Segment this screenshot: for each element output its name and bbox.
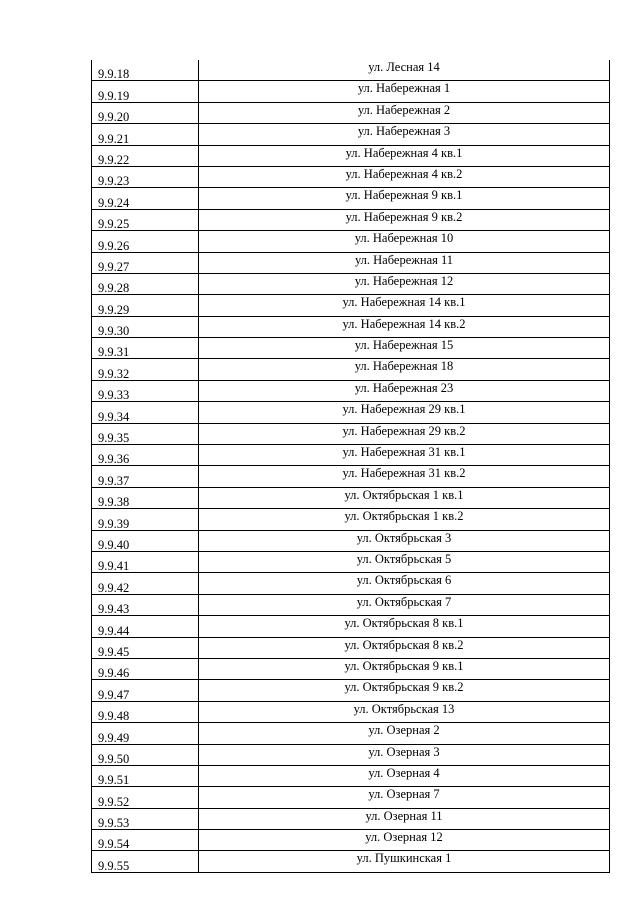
address-cell: ул. Октябрьская 8 кв.2 xyxy=(199,637,610,658)
address-cell: ул. Набережная 9 кв.1 xyxy=(199,188,610,209)
row-number-cell: 9.9.49 xyxy=(92,723,199,744)
row-number-cell: 9.9.27 xyxy=(92,252,199,273)
row-number-cell: 9.9.44 xyxy=(92,616,199,637)
address-cell: ул. Октябрьская 9 кв.2 xyxy=(199,680,610,701)
table-row xyxy=(92,81,610,102)
table-row xyxy=(92,466,610,487)
table-row xyxy=(92,338,610,359)
table-row xyxy=(92,808,610,829)
table-row xyxy=(92,851,610,872)
table-row xyxy=(92,787,610,808)
address-cell: ул. Набережная 31 кв.1 xyxy=(199,445,610,466)
address-cell: ул. Октябрьская 1 кв.2 xyxy=(199,509,610,530)
table-row xyxy=(92,252,610,273)
row-number-cell: 9.9.20 xyxy=(92,102,199,123)
address-cell: ул. Набережная 10 xyxy=(199,231,610,252)
address-cell: ул. Пушкинская 1 xyxy=(199,851,610,872)
row-number-cell: 9.9.46 xyxy=(92,658,199,679)
row-number-cell: 9.9.50 xyxy=(92,744,199,765)
table-row xyxy=(92,701,610,722)
table-row xyxy=(92,551,610,572)
row-number-cell: 9.9.36 xyxy=(92,445,199,466)
row-number-cell: 9.9.28 xyxy=(92,273,199,294)
address-cell: ул. Набережная 29 кв.1 xyxy=(199,402,610,423)
address-cell: ул. Набережная 14 кв.2 xyxy=(199,316,610,337)
row-number-cell: 9.9.21 xyxy=(92,124,199,145)
table-row xyxy=(92,209,610,230)
row-number-cell: 9.9.39 xyxy=(92,509,199,530)
table-row xyxy=(92,509,610,530)
table-row xyxy=(92,680,610,701)
row-number-cell: 9.9.48 xyxy=(92,701,199,722)
address-cell: ул. Набережная 9 кв.2 xyxy=(199,209,610,230)
address-cell: ул. Октябрьская 8 кв.1 xyxy=(199,616,610,637)
table-row xyxy=(92,102,610,123)
row-number-cell: 9.9.18 xyxy=(92,60,199,81)
address-cell: ул. Октябрьская 9 кв.1 xyxy=(199,658,610,679)
row-number-cell: 9.9.41 xyxy=(92,551,199,572)
address-cell: ул. Октябрьская 5 xyxy=(199,551,610,572)
row-number-cell: 9.9.32 xyxy=(92,359,199,380)
address-cell: ул. Озерная 4 xyxy=(199,765,610,786)
row-number-cell: 9.9.38 xyxy=(92,487,199,508)
row-number-cell: 9.9.42 xyxy=(92,573,199,594)
address-cell: ул. Набережная 1 xyxy=(199,81,610,102)
address-cell: ул. Озерная 7 xyxy=(199,787,610,808)
address-cell: ул. Озерная 11 xyxy=(199,808,610,829)
address-cell: ул. Набережная 12 xyxy=(199,273,610,294)
table-row xyxy=(92,658,610,679)
row-number-cell: 9.9.29 xyxy=(92,295,199,316)
table-row xyxy=(92,637,610,658)
address-cell: ул. Набережная 2 xyxy=(199,102,610,123)
row-number-cell: 9.9.52 xyxy=(92,787,199,808)
row-number-cell: 9.9.43 xyxy=(92,594,199,615)
row-number-cell: 9.9.54 xyxy=(92,830,199,851)
address-cell: ул. Озерная 3 xyxy=(199,744,610,765)
row-number-cell: 9.9.40 xyxy=(92,530,199,551)
row-number-cell: 9.9.22 xyxy=(92,145,199,166)
address-cell: ул. Октябрьская 6 xyxy=(199,573,610,594)
table-row xyxy=(92,359,610,380)
address-cell: ул. Октябрьская 7 xyxy=(199,594,610,615)
address-cell: ул. Набережная 23 xyxy=(199,380,610,401)
table-row xyxy=(92,166,610,187)
row-number-cell: 9.9.47 xyxy=(92,680,199,701)
table-row xyxy=(92,231,610,252)
row-number-cell: 9.9.23 xyxy=(92,166,199,187)
row-number-cell: 9.9.55 xyxy=(92,851,199,872)
table-row xyxy=(92,723,610,744)
row-number-cell: 9.9.25 xyxy=(92,209,199,230)
table-row xyxy=(92,530,610,551)
table-row xyxy=(92,830,610,851)
address-cell: ул. Набережная 29 кв.2 xyxy=(199,423,610,444)
table-row xyxy=(92,445,610,466)
table-row xyxy=(92,594,610,615)
address-cell: ул. Лесная 14 xyxy=(199,60,610,81)
address-table xyxy=(91,60,610,873)
address-cell: ул. Набережная 4 кв.2 xyxy=(199,166,610,187)
address-cell: ул. Набережная 3 xyxy=(199,124,610,145)
row-number-cell: 9.9.33 xyxy=(92,380,199,401)
address-table-body xyxy=(92,60,610,872)
table-row xyxy=(92,744,610,765)
address-cell: ул. Октябрьская 3 xyxy=(199,530,610,551)
row-number-cell: 9.9.37 xyxy=(92,466,199,487)
row-number-cell: 9.9.30 xyxy=(92,316,199,337)
address-cell: ул. Набережная 11 xyxy=(199,252,610,273)
table-row xyxy=(92,188,610,209)
table-row xyxy=(92,273,610,294)
row-number-cell: 9.9.51 xyxy=(92,765,199,786)
table-row xyxy=(92,380,610,401)
row-number-cell: 9.9.26 xyxy=(92,231,199,252)
row-number-cell: 9.9.24 xyxy=(92,188,199,209)
address-cell: ул. Набережная 14 кв.1 xyxy=(199,295,610,316)
table-row xyxy=(92,60,610,81)
table-row xyxy=(92,295,610,316)
table-row xyxy=(92,145,610,166)
row-number-cell: 9.9.45 xyxy=(92,637,199,658)
address-cell: ул. Набережная 4 кв.1 xyxy=(199,145,610,166)
address-cell: ул. Набережная 18 xyxy=(199,359,610,380)
table-row xyxy=(92,616,610,637)
table-row xyxy=(92,402,610,423)
address-cell: ул. Озерная 2 xyxy=(199,723,610,744)
row-number-cell: 9.9.19 xyxy=(92,81,199,102)
table-row xyxy=(92,487,610,508)
address-cell: ул. Октябрьская 1 кв.1 xyxy=(199,487,610,508)
table-row xyxy=(92,316,610,337)
table-row xyxy=(92,573,610,594)
row-number-cell: 9.9.31 xyxy=(92,338,199,359)
table-row xyxy=(92,423,610,444)
table-row xyxy=(92,765,610,786)
address-cell: ул. Набережная 15 xyxy=(199,338,610,359)
row-number-cell: 9.9.53 xyxy=(92,808,199,829)
row-number-cell: 9.9.35 xyxy=(92,423,199,444)
row-number-cell: 9.9.34 xyxy=(92,402,199,423)
table-row xyxy=(92,124,610,145)
address-cell: ул. Октябрьская 13 xyxy=(199,701,610,722)
address-cell: ул. Озерная 12 xyxy=(199,830,610,851)
address-cell: ул. Набережная 31 кв.2 xyxy=(199,466,610,487)
